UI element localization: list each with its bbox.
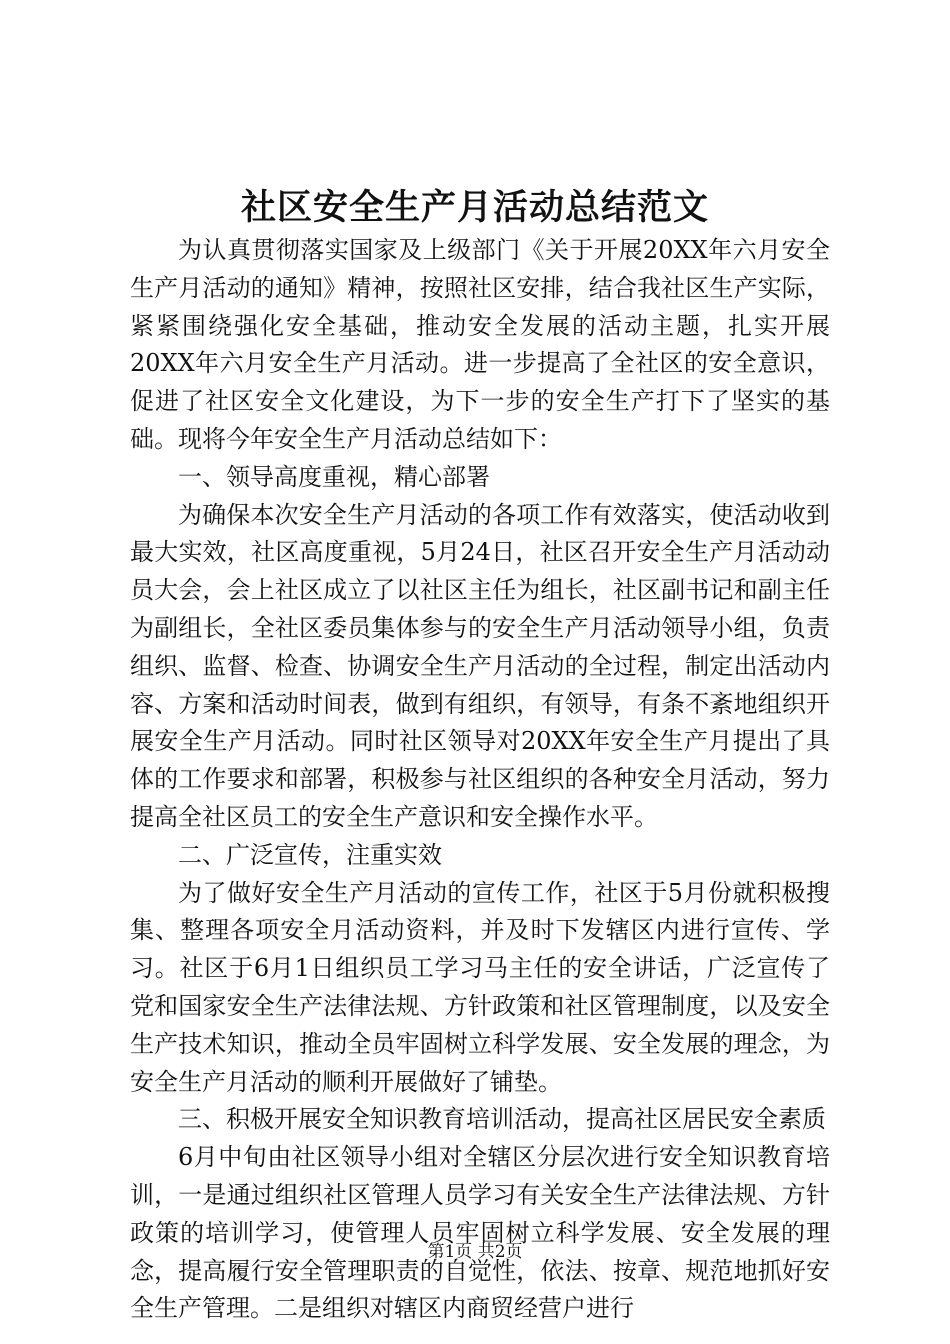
section-heading-2: 二、广泛宣传，注重实效 (178, 840, 442, 869)
document-title: 社区安全生产月活动总结范文 (240, 187, 709, 228)
section-paragraph-2: 为了做好安全生产月活动的宣传工作，社区于5月份就积极搜集、整理各项安全月活动资料，并及时下发辖区内进行宣传、学习。社区于6月1日组织员工学习马主任的安全讲话，广泛宣传了党和国家安全生产法律法规、方针政策和社区管理制度，以及安全生产技术知识，推动全员牢固树立科学发展、安全发展的理念，为安全生产月活动的顺利开展做好了铺垫。 (130, 878, 830, 1096)
intro-paragraph: 为认真贯彻落实国家及上级部门《关于开展20XX年六月安全生产月活动的通知》精神，按照社区安排，结合我社区生产实际，紧紧围绕强化安全基础，推动安全发展的活动主题，扎实开展20XX年六月安全生产月活动。进一步提高了全社区的安全意识，促进了社区安全文化建设，为下一步的安全生产打下了坚实的基础。现将今年安全生产月活动总结如下： (130, 236, 830, 453)
page-number-footer: 第1页 共2页 (427, 1242, 523, 1262)
section-paragraph-3: 6月中旬由社区领导小组对全辖区分层次进行安全知识教育培训，一是通过组织社区管理人员学习有关安全生产法律法规、方针政策的培训学习，使管理人员牢固树立科学发展、安全发展的理念，提高履行安全管理职责的自觉性，依法、按章、规范地抓好安全生产管理。二是组织对辖区内商贸经营户进行 (130, 1143, 830, 1323)
section-heading-1: 一、领导高度重视，精心部署 (178, 462, 490, 491)
document-body (130, 232, 830, 1328)
section-paragraph-1: 为确保本次安全生产月活动的各项工作有效落实，使活动收到最大实效，社区高度重视，5月24日，社区召开安全生产月活动动员大会，会上社区成立了以社区主任为组长，社区副书记和副主任为副组长，全社区委员集体参与的安全生产月活动领导小组，负责组织、监督、检查、协调安全生产月活动的全过程，制定出活动内容、方案和活动时间表，做到有组织，有领导，有条不紊地组织开展安全生产月活动。同时社区领导对20XX年安全生产月提出了具体的工作要求和部署，积极参与社区组织的各种安全月活动，努力提高全社区员工的安全生产意识和安全操作水平。 (130, 500, 830, 831)
section-heading-3: 三、积极开展安全知识教育培训活动，提高社区居民安全素质 (178, 1105, 826, 1134)
